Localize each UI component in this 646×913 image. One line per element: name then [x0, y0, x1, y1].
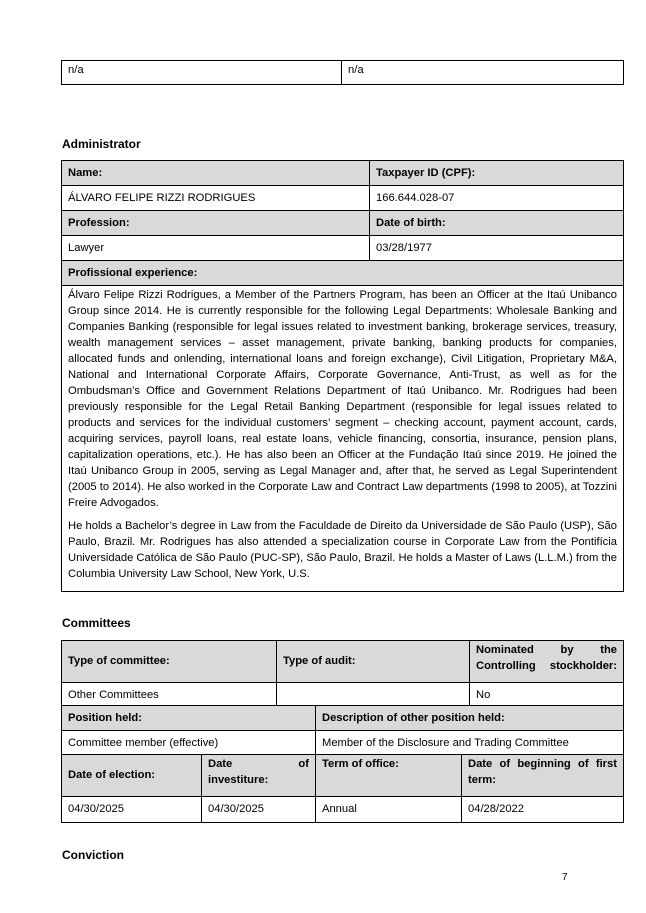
previous-cell-right: n/a — [342, 61, 624, 85]
beginning-label: Date of beginning of first term: — [462, 755, 624, 797]
experience-label: Profissional experience: — [62, 261, 624, 286]
election-label: Date of election: — [62, 755, 202, 797]
type-committee-value: Other Committees — [62, 683, 277, 709]
cpf-value: 166.644.028-07 — [370, 186, 624, 211]
position-label: Position held: — [62, 706, 316, 731]
cpf-label: Taxpayer ID (CPF): — [370, 161, 624, 186]
previous-cell-left: n/a — [62, 61, 342, 85]
nominated-value: No — [470, 683, 624, 709]
committees-table-3 — [61, 754, 624, 823]
term-value: Annual — [316, 797, 462, 823]
birth-label: Date of birth: — [370, 211, 624, 236]
experience-paragraph-1: Álvaro Felipe Rizzi Rodrigues, a Member of the Partners Program, has been an Officer at the Itaú Unibanco Group since 2014. He is currently responsible for the following Legal Departments: Wholesale Banking and Companies Banking (responsible for legal issues related to investment banking, brokerage services, treasury, wealth management services – asset management, private banking, banking products for companies, allocated funds and onlending, international loans and foreign exchange), Civil Litigation, Proprietary M&A, National and International Corporate Affairs, Corporate Governance, Anti-Trust, as well as for the Ombudsman’s Office and Government Relations Department of Itaú Unibanco. Mr. Rodrigues had been previously responsible for the Legal Retail Banking Department (responsible for legal issues related to products and services for the individual customers’ segment – checking account, payment account, cards, acquiring services, payroll loans, real estate loans, vehicle financing, consortia, insurance, pension plans, capitalization operations, etc.). He has also been an Officer at the Fundação Itaú since 2019. He joined the Itaú Unibanco Group in 2005, serving as Legal Manager and, after that, he served as Legal Superintendent (2005 to 2014). He also worked in the Corporate Law and Contract Law departments (1998 to 2005), at Tozzini Freire Advogados. — [68, 289, 617, 509]
previous-table — [61, 60, 624, 85]
profession-label: Profession: — [62, 211, 370, 236]
type-committee-label: Type of committee: — [62, 641, 277, 683]
term-label: Term of office: — [316, 755, 462, 797]
profession-value: Lawyer — [62, 236, 370, 261]
committees-heading: Committees — [62, 616, 131, 630]
description-label: Description of other position held: — [316, 706, 624, 731]
election-value: 04/30/2025 — [62, 797, 202, 823]
committees-table-1 — [61, 640, 624, 709]
name-label: Name: — [62, 161, 370, 186]
name-value: ÁLVARO FELIPE RIZZI RODRIGUES — [62, 186, 370, 211]
type-audit-label: Type of audit: — [277, 641, 470, 683]
investiture-label: Date of investiture: — [202, 755, 316, 797]
beginning-value: 04/28/2022 — [462, 797, 624, 823]
nominated-label: Nominated by the Controlling stockholder: — [470, 641, 624, 683]
experience-body — [62, 286, 624, 592]
page-number: 7 — [562, 872, 568, 883]
committees-table-2 — [61, 705, 624, 756]
description-value: Member of the Disclosure and Trading Committee — [316, 731, 624, 756]
conviction-heading: Conviction — [62, 848, 124, 862]
administrator-heading: Administrator — [62, 137, 141, 151]
position-value: Committee member (effective) — [62, 731, 316, 756]
experience-paragraph-2: He holds a Bachelor’s degree in Law from the Faculdade de Direito da Universidade de São Paulo (USP), São Paulo, Brazil. Mr. Rodrigues has also attended a specialization course in Corporate Law from the Pontifícia Universidade Católica de São Paulo (PUC-SP), São Paulo, Brazil. He holds a Master of Laws (L.L.M.) from the Columbia University Law School, New York, U.S. — [68, 520, 617, 580]
administrator-table — [61, 160, 624, 592]
investiture-value: 04/30/2025 — [202, 797, 316, 823]
birth-value: 03/28/1977 — [370, 236, 624, 261]
